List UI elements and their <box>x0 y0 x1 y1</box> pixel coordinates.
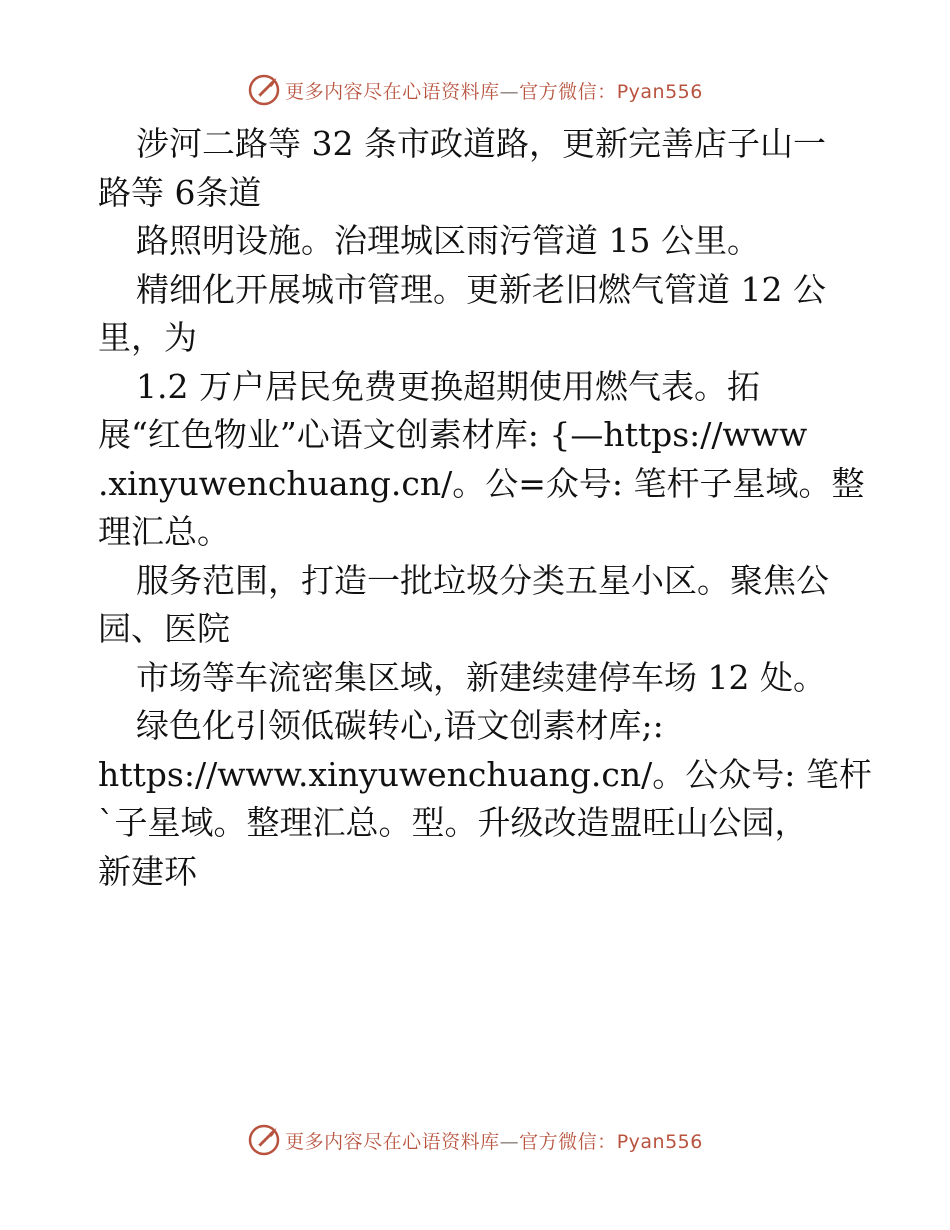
text-line: 服务范围，打造一批垃圾分类五星小区。聚焦公 <box>136 560 829 600</box>
text-line: 理汇总。 <box>98 512 230 551</box>
text-line: 绿色化引领低碳转心,语文创素材库;: <box>136 706 664 745</box>
text-line: 园、医院 <box>98 609 230 648</box>
text-line: 精细化开展城市管理。更新老旧燃气管道 12 公 <box>136 269 826 309</box>
text-line: 市场等车流密集区域，新建续建停车场 12 处。 <box>136 657 826 697</box>
text-line: `子星域。整理汇总。型。升级改造盟旺山公园， <box>98 803 808 842</box>
banner-separator: — <box>499 1130 520 1153</box>
banner-wechat-label: 官方微信： <box>519 1130 617 1153</box>
banner-wechat-id: Pyan556 <box>616 1130 703 1153</box>
banner-main-text: 更多内容尽在心语资料库 <box>285 1130 500 1153</box>
banner-wechat-label: 官方微信： <box>519 80 617 103</box>
banner-separator: — <box>499 80 520 103</box>
banner-wechat-id: Pyan556 <box>616 80 703 103</box>
text-line: 路照明设施。治理城区雨污管道 15 公里。 <box>136 221 760 260</box>
text-line: 1.2 万户居民免费更换超期使用燃气表。拓 <box>136 366 760 406</box>
text-line: 涉河二路等 32 条市政道路，更新完善店子山一 <box>136 124 826 163</box>
quill-logo-icon <box>247 1123 281 1157</box>
body-text <box>98 120 872 896</box>
quill-logo-icon <box>247 73 281 107</box>
header-banner <box>0 70 950 110</box>
text-line: 里，为 <box>98 318 197 357</box>
footer-banner <box>0 1120 950 1160</box>
text-line: 路等 6条道 <box>98 172 262 212</box>
text-line: .xinyuwenchuang.cn/。公=众号: 笔杆子星域。整 <box>98 463 865 503</box>
text-line: 新建环 <box>98 851 197 891</box>
text-line: https://www.xinyuwenchuang.cn/。公众号: 笔杆 <box>98 754 872 794</box>
text-line: 展“红色物业”心语文创素材库: {—https://www <box>98 415 808 454</box>
banner-main-text: 更多内容尽在心语资料库 <box>285 80 500 103</box>
